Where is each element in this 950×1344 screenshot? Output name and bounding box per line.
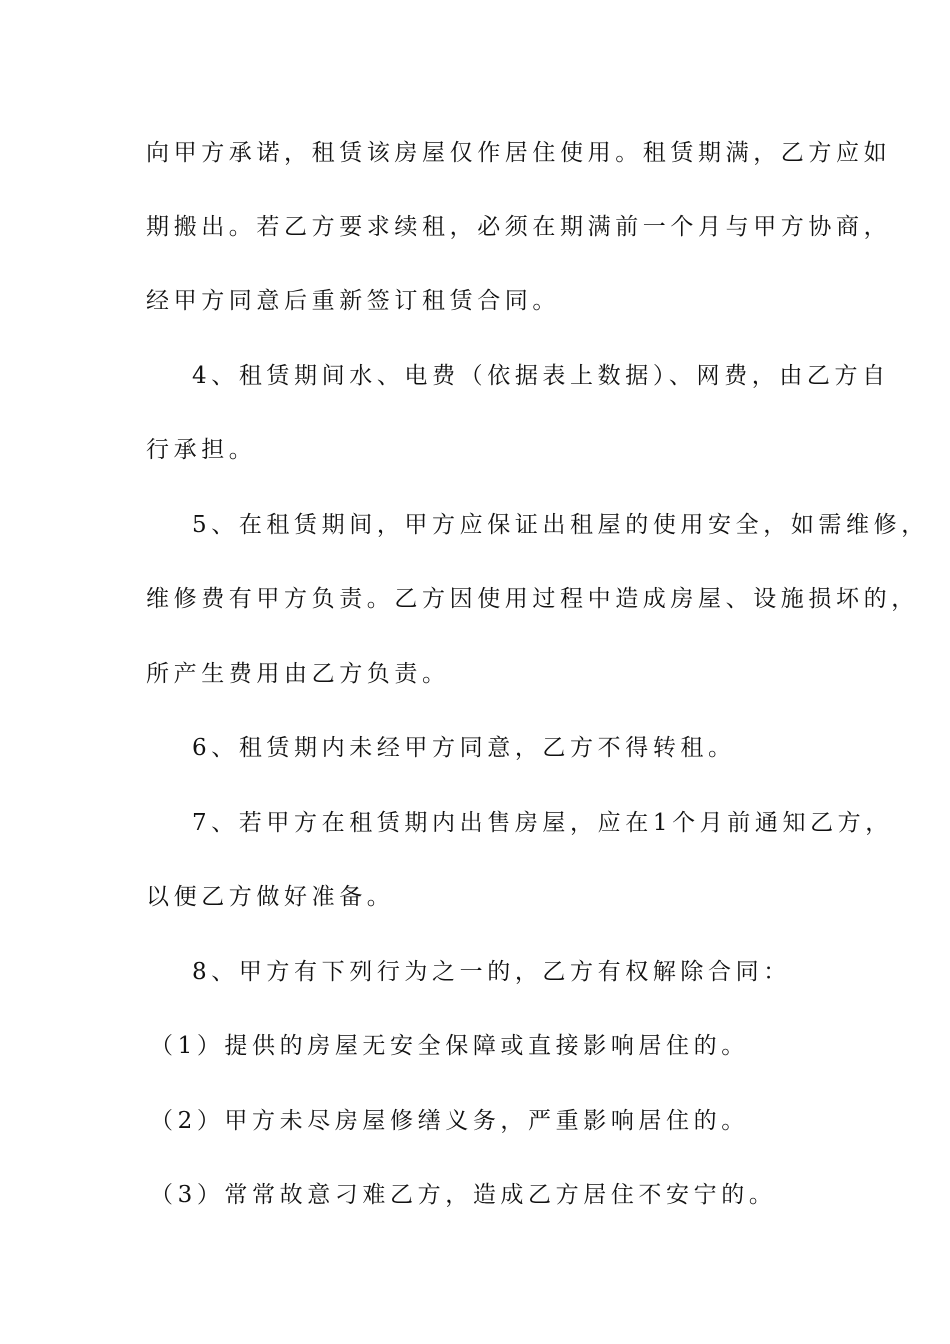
text-line: 以便乙方做好准备。 bbox=[146, 884, 395, 910]
text-line: 期搬出。若乙方要求续租，必须在期满前一个月与甲方协商， bbox=[146, 214, 892, 240]
text-line: 维修费有甲方负责。乙方因使用过程中造成房屋、设施损坏的， bbox=[146, 586, 919, 612]
clause-5-line: 5、在租赁期间，甲方应保证出租屋的使用安全，如需维修， bbox=[192, 512, 929, 538]
clause-8-line: 8、甲方有下列行为之一的，乙方有权解除合同： bbox=[192, 959, 791, 985]
text-line: 行承担。 bbox=[146, 437, 257, 463]
text-line: 经甲方同意后重新签订租赁合同。 bbox=[146, 288, 560, 314]
text-line: 向甲方承诺，租赁该房屋仅作居住使用。租赁期满，乙方应如 bbox=[146, 140, 892, 166]
sub-item-1: （1）提供的房屋无安全保障或直接影响居住的。 bbox=[150, 1033, 749, 1059]
clause-6-line: 6、租赁期内未经甲方同意，乙方不得转租。 bbox=[192, 735, 736, 761]
sub-item-2: （2）甲方未尽房屋修缮义务，严重影响居住的。 bbox=[150, 1108, 749, 1134]
sub-item-3: （3）常常故意刁难乙方，造成乙方居住不安宁的。 bbox=[150, 1182, 777, 1208]
clause-4-line: 4、租赁期间水、电费（依据表上数据）、网费，由乙方自 bbox=[192, 363, 890, 389]
text-line: 所产生费用由乙方负责。 bbox=[146, 661, 450, 687]
clause-7-line: 7、若甲方在租赁期内出售房屋，应在1个月前通知乙方， bbox=[192, 810, 893, 836]
